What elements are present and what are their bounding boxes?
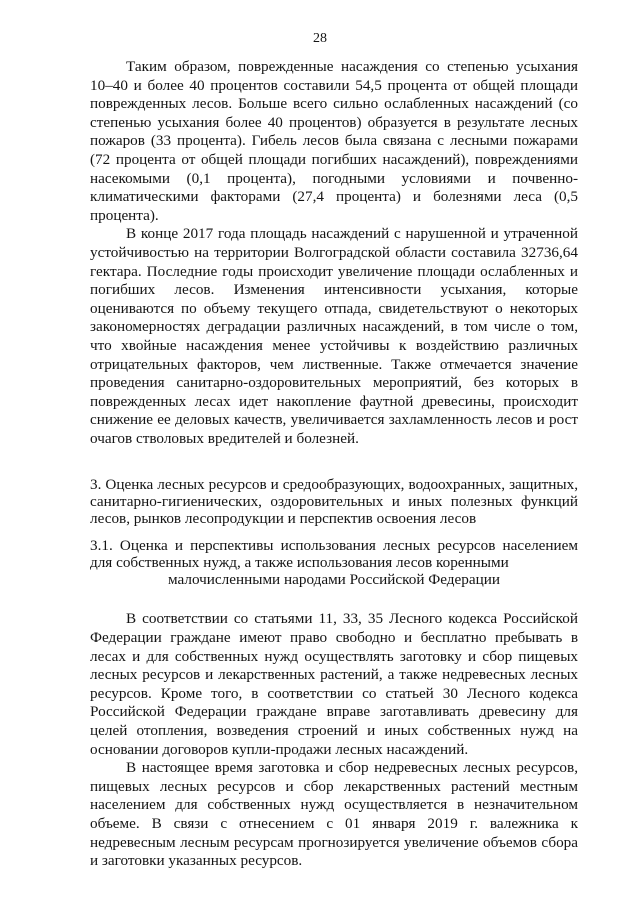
- document-body: [90, 58, 578, 871]
- section-3-heading: 3. Оценка лесных ресурсов и средообразующих, водоохранных, защитных, санитарно-гигиенических, оздоровительных и иных полезных функций лесов, рынков лесопродукции и перспектив освоения лесов: [90, 476, 578, 528]
- page-number: 28: [313, 31, 327, 46]
- section-3-1-heading: [90, 537, 578, 588]
- paragraph-forest-damage-summary: Таким образом, поврежденные насаждения со степенью усыхания 10–40 и более 40 процентов составили 54,5 процента от общей площади поврежденных лесов. Больше всего сильно ослабленных насаждений (со степенью усыхания более 40 процентов) образуется в результате лесных пожаров (33 процента). Гибель лесов была связана с лесными пожарами (72 процента от общей площади погибших насаждений), повреждениями насекомыми (0,1 процента), погодными условиями и почвенно-климатическими факторами (27,4 процента) и болезнями леса (0,5 процента).: [90, 58, 578, 224]
- paragraph-non-timber-resources: В настоящее время заготовка и сбор недревесных лесных ресурсов, пищевых лесных ресурсов и сбор лекарственных растений местным населением для собственных нужд осуществляется в незначительном объеме. В связи с отнесением с 01 января 2019 г. валежника к недревесным лесным ресурсам прогнозируется увеличение объемов сбора и заготовки указанных ресурсов.: [90, 759, 578, 870]
- section-3-1-heading-last-line: малочисленными народами Российской Федерации: [168, 571, 500, 589]
- paragraph-forest-code-rights: В соответствии со статьями 11, 33, 35 Лесного кодекса Российской Федерации граждане имеют право свободно и бесплатно пребывать в лесах и для собственных нужд осуществлять заготовку и сбор пищевых лесных ресурсов и лекарственных растений, а также недревесных лесных ресурсов. Кроме того, в соответствии со статьей 30 Лесного кодекса Российской Федерации граждане вправе заготавливать древесину для целей отопления, возведения строений и иных собственных нужд на основании договоров купли-продажи лесных насаждений.: [90, 610, 578, 758]
- section-3-1-heading-main: 3.1. Оценка и перспективы использования лесных ресурсов населением для собственных нужд, а также использования лесов коренными: [90, 537, 578, 572]
- paragraph-forest-stability-2017: В конце 2017 года площадь насаждений с нарушенной и утраченной устойчивостью на территории Волгоградской области составила 32736,64 гектара. Последние годы происходит увеличение площади ослабленных и погибших лесов. Изменения интенсивности усыхания, которые оцениваются по объему текущего отпада, свидетельствуют о некоторых закономерностях деградации различных насаждений, в том числе о том, что хвойные насаждения менее устойчивы к воздействию различных отрицательных факторов, чем лиственные. Также отмечается значение проведения санитарно-оздоровительных мероприятий, без которых в поврежденных лесах идет накопление фаутной древесины, происходит снижение ее деловых качеств, увеличивается захламленность лесов и рост очагов стволовых вредителей и болезней.: [90, 225, 578, 447]
